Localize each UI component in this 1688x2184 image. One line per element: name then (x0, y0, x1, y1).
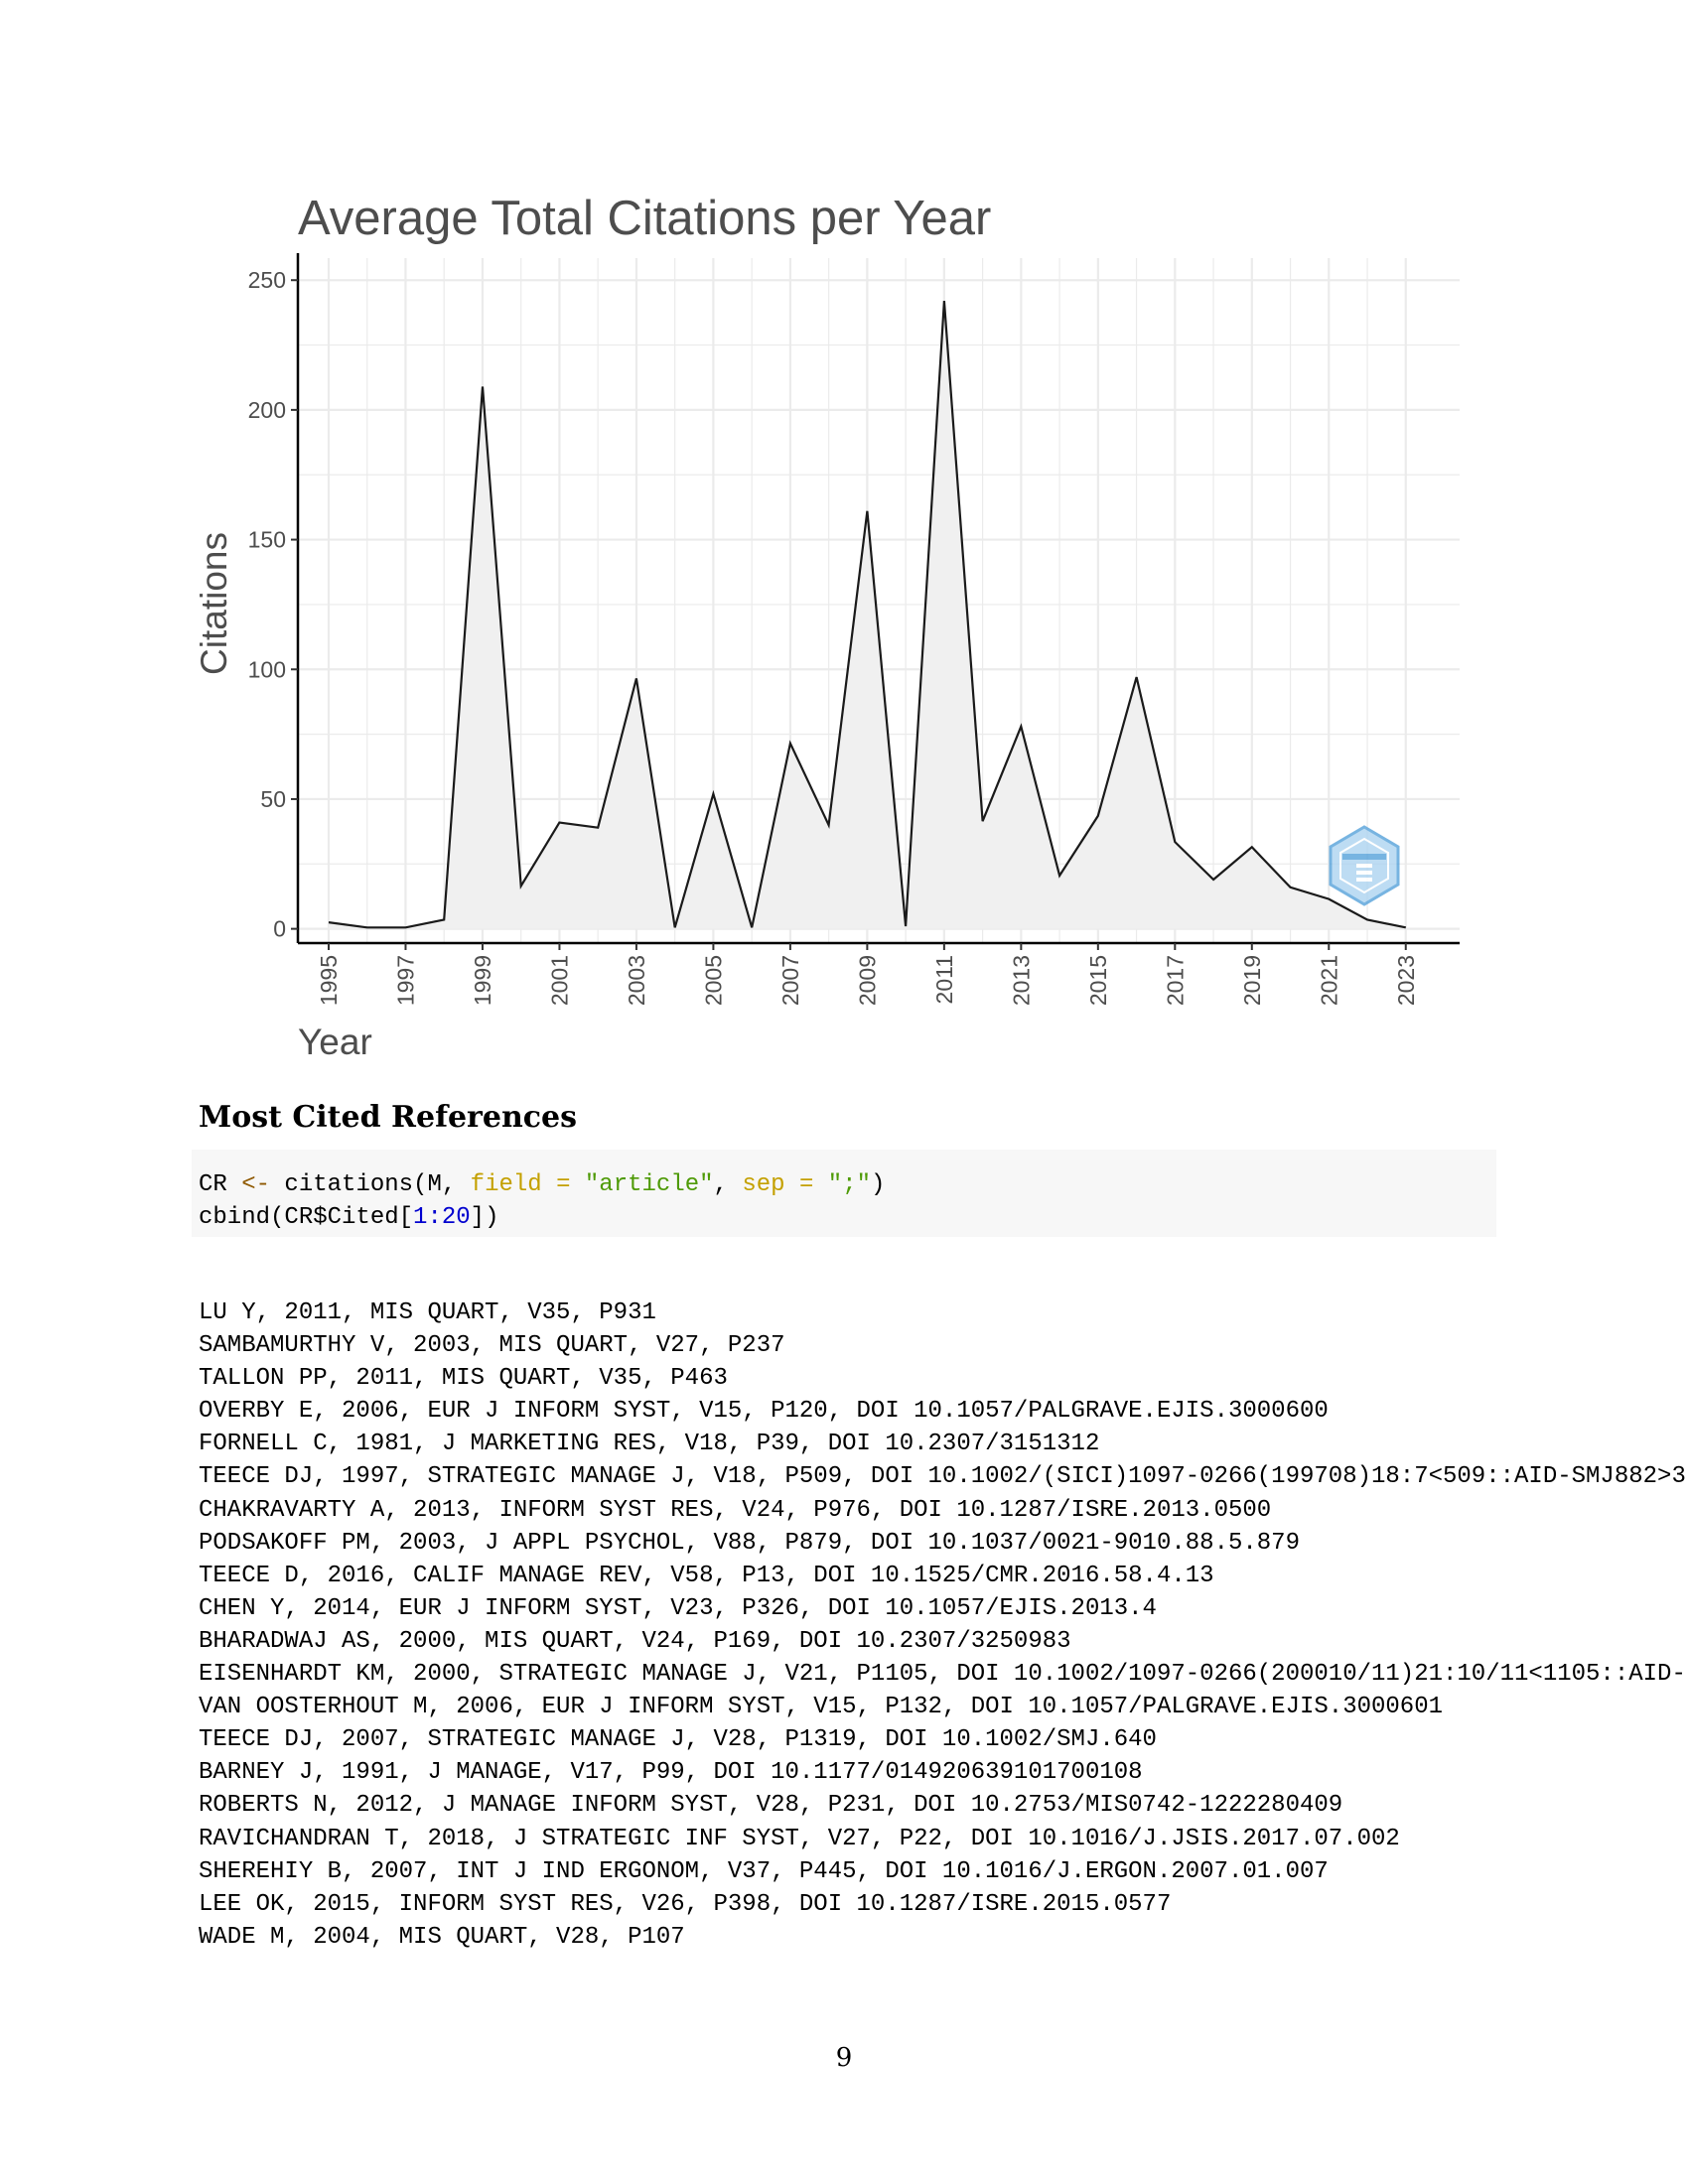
x-tick-label: 2003 (623, 955, 649, 1007)
code-token: = (784, 1171, 828, 1198)
bibliometrix-logo-icon (1331, 827, 1398, 904)
code-line-2 (199, 1202, 498, 1234)
y-axis-label: Citations (194, 532, 234, 675)
x-tick-label: 2023 (1392, 955, 1419, 1007)
page-number: 9 (835, 2043, 853, 2073)
code-assign-operator: <- (241, 1171, 271, 1198)
reference-item: TEECE DJ, 2007, STRATEGIC MANAGE J, V28, P1319, DOI 10.1002/SMJ.640 (199, 1726, 1157, 1754)
x-tick-label: 2009 (854, 955, 881, 1007)
reference-item: WADE M, 2004, MIS QUART, V28, P107 (199, 1923, 685, 1951)
code-token: ) (871, 1171, 886, 1198)
x-tick-label: 2011 (930, 955, 957, 1005)
reference-item: BHARADWAJ AS, 2000, MIS QUART, V24, P169, DOI 10.2307/3250983 (199, 1627, 1071, 1655)
reference-item: OVERBY E, 2006, EUR J INFORM SYST, V15, P120, DOI 10.1057/PALGRAVE.EJIS.3000600 (199, 1398, 1329, 1426)
code-token: ]) (470, 1204, 499, 1231)
y-tick-label: 150 (247, 526, 286, 553)
x-tick-label: 2005 (700, 955, 727, 1007)
code-token: CR (199, 1171, 242, 1198)
reference-item: LEE OK, 2015, INFORM SYST RES, V26, P398, DOI 10.1287/ISRE.2015.0577 (199, 1890, 1172, 1918)
reference-item: TEECE D, 2016, CALIF MANAGE REV, V58, P13, DOI 10.1525/CMR.2016.58.4.13 (199, 1562, 1214, 1589)
x-tick-label: 2001 (546, 955, 573, 1007)
reference-item: SAMBAMURTHY V, 2003, MIS QUART, V27, P237 (199, 1332, 785, 1360)
reference-item: ROBERTS N, 2012, J MANAGE INFORM SYST, V28, P231, DOI 10.2753/MIS0742-1222280409 (199, 1792, 1343, 1820)
code-string: "article" (584, 1171, 714, 1198)
code-argument-name: sep (742, 1171, 785, 1198)
reference-item: RAVICHANDRAN T, 2018, J STRATEGIC INF SYST, V27, P22, DOI 10.1016/J.JSIS.2017.07.002 (199, 1825, 1400, 1852)
code-string: ";" (827, 1171, 871, 1198)
reference-item: PODSAKOFF PM, 2003, J APPL PSYCHOL, V88, P879, DOI 10.1037/0021-9010.88.5.879 (199, 1529, 1300, 1557)
reference-item: TALLON PP, 2011, MIS QUART, V35, P463 (199, 1365, 728, 1393)
reference-item: TEECE DJ, 1997, STRATEGIC MANAGE J, V18, P509, DOI 10.1002/(SICI)1097-0266(199708)18:7<509::AID-SMJ882>3 (199, 1463, 1686, 1491)
code-argument-name: field (470, 1171, 542, 1198)
reference-item: BARNEY J, 1991, J MANAGE, V17, P99, DOI 10.1177/014920639101700108 (199, 1759, 1143, 1787)
x-tick-label: 2019 (1238, 955, 1265, 1007)
x-tick-label: 1999 (470, 955, 495, 1007)
reference-item: CHEN Y, 2014, EUR J INFORM SYST, V23, P326, DOI 10.1057/EJIS.2013.4 (199, 1594, 1157, 1622)
reference-item: FORNELL C, 1981, J MARKETING RES, V18, P39, DOI 10.2307/3151312 (199, 1431, 1100, 1458)
reference-item: EISENHARDT KM, 2000, STRATEGIC MANAGE J, V21, P1105, DOI 10.1002/1097-0266(200010/11)21:10/11<1105::AID- (199, 1661, 1686, 1689)
y-tick-label: 50 (260, 785, 286, 812)
code-number: 1 (413, 1204, 428, 1231)
y-tick-label: 250 (247, 267, 286, 294)
reference-item: SHEREHIY B, 2007, INT J IND ERGONOM, V37, P445, DOI 10.1016/J.ERGON.2007.01.007 (199, 1857, 1329, 1885)
code-line-1 (199, 1169, 885, 1201)
code-token: = (541, 1171, 585, 1198)
reference-item: LU Y, 2011, MIS QUART, V35, P931 (199, 1299, 656, 1326)
code-token: : (427, 1204, 442, 1231)
code-token: , (713, 1171, 743, 1198)
reference-item: CHAKRAVARTY A, 2013, INFORM SYST RES, V24, P976, DOI 10.1287/ISRE.2013.0500 (199, 1496, 1272, 1524)
x-tick-label: 2013 (1008, 955, 1035, 1007)
x-tick-label: 2015 (1084, 955, 1111, 1007)
y-tick-label: 0 (273, 915, 286, 942)
citations-chart (0, 0, 1688, 1082)
reference-item: VAN OOSTERHOUT M, 2006, EUR J INFORM SYST, V15, P132, DOI 10.1057/PALGRAVE.EJIS.3000601 (199, 1694, 1444, 1721)
y-tick-label: 100 (247, 656, 286, 683)
x-tick-label: 2017 (1162, 955, 1189, 1007)
x-tick-label: 1997 (392, 955, 419, 1007)
section-heading: Most Cited References (199, 1100, 578, 1135)
code-token: citations(M, (270, 1171, 471, 1198)
x-axis-label: Year (298, 1022, 372, 1062)
code-number: 20 (441, 1204, 471, 1231)
x-tick-label: 2021 (1316, 955, 1342, 1007)
y-tick-label: 200 (247, 396, 286, 423)
reference-output (199, 1297, 1688, 1954)
code-token: cbind(CR$Cited[ (199, 1204, 414, 1231)
x-tick-label: 2007 (776, 955, 803, 1007)
x-tick-label: 1995 (316, 955, 342, 1007)
chart-title: Average Total Citations per Year (298, 192, 992, 245)
